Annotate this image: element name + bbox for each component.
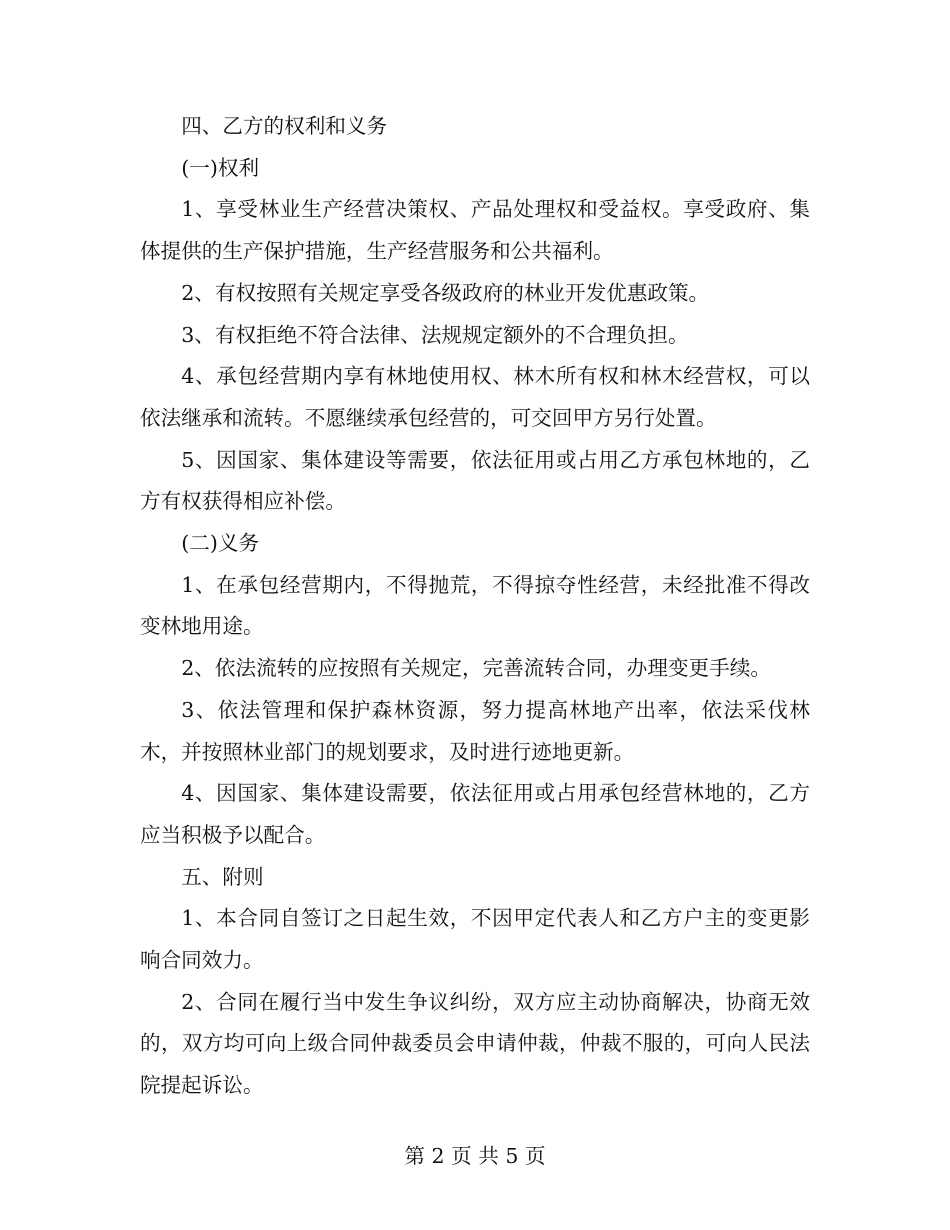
paragraph-right-3: 3、有权拒绝不符合法律、法规规定额外的不合理负担。 <box>181 322 689 347</box>
paragraph-right-4: 4、承包经营期内享有林地使用权、林木所有权和林木经营权，可以依法继承和流转。不愿继续承包经营的，可交回甲方另行处置。 <box>140 364 810 430</box>
paragraph-obligation-1: 1、在承包经营期内，不得抛荒，不得掠夺性经营，未经批准不得改变林地用途。 <box>140 572 810 639</box>
paragraph-right-1: 1、享受林业生产经营决策权、产品处理权和受益权。享受政府、集体提供的生产保护措施，生产经营服务和公共福利。 <box>140 197 810 264</box>
paragraph-obligation-3: 3、依法管理和保护森林资源，努力提高林地产出率，依法采伐林木，并按照林业部门的规划要求，及时进行迹地更新。 <box>140 697 810 764</box>
paragraph-right-5: 5、因国家、集体建设等需要，依法征用或占用乙方承包林地的，乙方有权获得相应补偿。 <box>140 447 810 514</box>
section-heading-supplementary: 五、附则 <box>181 864 264 889</box>
document-body <box>140 106 810 1107</box>
paragraph-obligation-4: 4、因国家、集体建设需要，依法征用或占用承包经营林地的，乙方应当积极予以配合。 <box>140 781 810 847</box>
page-number-footer: 第 2 页 共 5 页 <box>404 1144 546 1168</box>
paragraph-supplementary-2: 2、合同在履行当中发生争议纠纷，双方应主动协商解决，协商无效的，双方均可向上级合同仲裁委员会申请仲裁，仲裁不服的，可向人民法院提起诉讼。 <box>140 989 810 1098</box>
section-heading-rights-obligations: 四、乙方的权利和义务 <box>181 114 388 138</box>
subsection-heading-obligations: (二)义务 <box>181 531 260 556</box>
paragraph-obligation-2: 2、依法流转的应按照有关规定，完善流转合同，办理变更手续。 <box>181 656 771 681</box>
paragraph-supplementary-1: 1、本合同自签订之日起生效，不因甲定代表人和乙方户主的变更影响合同效力。 <box>140 906 810 973</box>
subsection-heading-rights: (一)权利 <box>181 155 260 180</box>
paragraph-right-2: 2、有权按照有关规定享受各级政府的林业开发优惠政策。 <box>181 280 710 305</box>
